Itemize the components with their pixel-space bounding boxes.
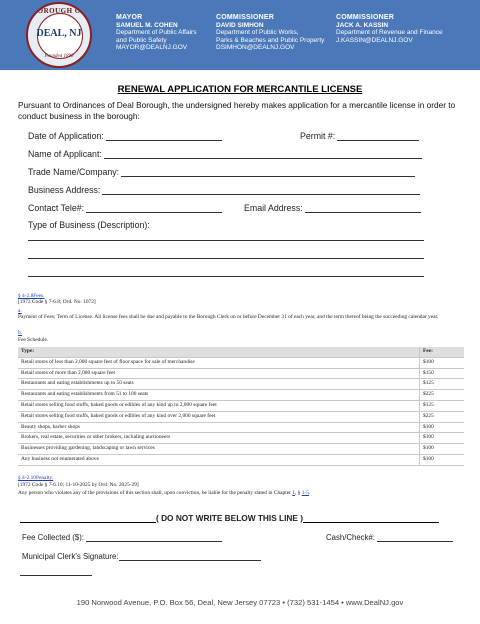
official-name: JACK A. KASSIN [336,21,389,29]
permit-number-field[interactable] [300,130,419,141]
penalty-section-reference: [1972 Code § 7-6.10; 11-10-2025 by Ord. No. 2025-29] [18,482,139,488]
clerk-signature-line[interactable] [119,551,261,561]
business-address-field[interactable] [28,184,420,195]
official-role: MAYOR [116,14,143,21]
chapter-link[interactable]: 1 [292,490,295,496]
fee-schedule-table [18,347,464,466]
table-row: Brokers, real estate, securities or other brokers, including auctioneers $100 [18,433,464,444]
phone-input-line[interactable] [86,202,222,213]
borough-seal-logo [26,2,92,68]
table-row: Businesses providing gardening, landscaping or lawn services $100 [18,444,464,455]
subsection-b-link[interactable]: b. [18,330,23,336]
official-role: COMMISSIONER [216,14,275,21]
seal-bottom-text: Founded 1898 [44,54,74,59]
contact-phone-field[interactable] [28,202,222,213]
cash-check-label: Cash/Check#: [326,533,375,542]
official-email: J.KASSIN@DEALNJ.GOV [336,36,413,44]
fee-collected-label: Fee Collected ($): [22,533,84,542]
table-row: Any business not enumerated above $100 [18,454,464,465]
name-input-line[interactable] [104,148,422,159]
fees-section-link[interactable]: § 4-2.8Fees. [18,293,45,299]
type-column-header: Type: [18,347,420,357]
phone-label: Contact Tele#: [28,203,85,213]
official-email: MAYOR@DEALNJ.GOV [116,44,188,52]
table-row: Retail stores selling food stuffs, baked goods or edibles of any kind over 2,000 square feet $225 [18,411,464,422]
official-dept-line: Department of Public Affairs [116,29,197,37]
payment-of-fees-text: Payment of Fees; Term of License. All license fees shall be due and payable to the Borough Clerk on or before December 31 of each year, and the term thereof being the succeeding calendar year. [18,314,439,320]
date-label: Date of Application: [28,131,104,141]
section-link[interactable]: 1-5 [301,490,309,496]
trade-input-line[interactable] [121,166,415,177]
table-row: Retail stores selling food stuffs, baked goods or edibles of any kind up to 2,000 square feet $125 [18,400,464,411]
official-dept-line: and Public Safety [116,36,167,44]
business-type-line-1[interactable] [28,240,424,241]
table-header-row [18,347,464,357]
official-mayor [116,14,196,52]
address-input-line[interactable] [102,184,420,195]
table-row: Restaurants and eating establishments up to 50 seats $125 [18,379,464,390]
official-dept-line: Department of Public Works, [216,29,299,37]
table-row: Retail stores of less than 2,000 square feet of floor space for sale of merchandise $100 [18,357,464,368]
official-name: SAMUEL M. COHEN [116,21,178,29]
date-of-application-field[interactable] [28,130,222,141]
fee-collected-field[interactable] [22,532,222,542]
official-dept-line: Parks & Beaches and Public Property [216,36,325,44]
seal-main-text: DEAL, NJ [36,28,82,39]
trade-name-field[interactable] [28,166,415,177]
clerk-signature-field[interactable] [22,551,261,561]
fee-collected-input-line[interactable] [86,532,222,542]
penalty-text: Any person who violates any of the provisions of this section shall, upon conviction, be liable for the penalty stated in Chapter 1, § 1-5. [18,490,311,496]
short-divider [20,575,92,576]
business-type-label: Type of Business (Description): [28,220,150,230]
do-not-write-text: ( DO NOT WRITE BELOW THIS LINE ) [156,513,304,523]
email-input-line[interactable] [305,202,421,213]
official-dept-line: Department of Revenue and Finance [336,29,443,37]
page-footer: 190 Norwood Avenue, P.O. Box 56, Deal, New Jersey 07723 • (732) 531-1454 • www.DealNJ.gov [76,598,404,607]
form-title: RENEWAL APPLICATION FOR MERCANTILE LICENSE [117,84,363,95]
fee-column-header: Fee: [420,347,465,357]
official-role: COMMISSIONER [336,14,395,21]
email-field[interactable] [244,202,421,213]
cash-check-field[interactable] [326,532,453,542]
subsection-a-link[interactable]: a. [18,308,22,314]
trade-label: Trade Name/Company: [28,167,120,177]
divider-rule-left [20,513,156,523]
date-input-line[interactable] [106,130,222,141]
divider-rule-right [303,513,439,523]
form-intro: Pursuant to Ordinances of Deal Borough, the undersigned hereby makes application for a mercantile license in order to conduct business in the borough: [18,100,456,121]
official-commissioner-simhon [216,14,324,52]
email-label: Email Address: [244,203,303,213]
clerk-signature-label: Municipal Clerk’s Signature: [22,552,119,561]
do-not-write-divider [20,513,466,523]
table-row: Beauty shops, barber shops $100 [18,422,464,433]
official-commissioner-kassin [336,14,443,44]
fee-schedule-heading: Fee Schedule. [18,337,49,343]
cash-check-input-line[interactable] [377,532,453,542]
name-label: Name of Applicant: [28,149,102,159]
table-row: Restaurants and eating establishments from 51 to 100 seats $225 [18,390,464,401]
official-name: DAVID SIMHON [216,21,264,29]
table-row: Retail stores of more than 2,000 square feet $150 [18,368,464,379]
permit-input-line[interactable] [337,130,419,141]
fees-section-reference: [1972 Code § 7-6.8; Ord. No. 1072] [18,299,96,305]
address-label: Business Address: [28,185,101,195]
business-type-line-3[interactable] [28,276,424,277]
letterhead-banner [0,0,480,70]
business-type-line-2[interactable] [28,258,424,259]
permit-label: Permit #: [300,131,336,141]
penalty-section-link[interactable]: § 4-2.10Penalty. [18,475,54,481]
applicant-name-field[interactable] [28,148,422,159]
official-email: DSIMHON@DEALNJ.GOV [216,44,295,52]
seal-top-text: BOROUGH OF [32,7,86,15]
